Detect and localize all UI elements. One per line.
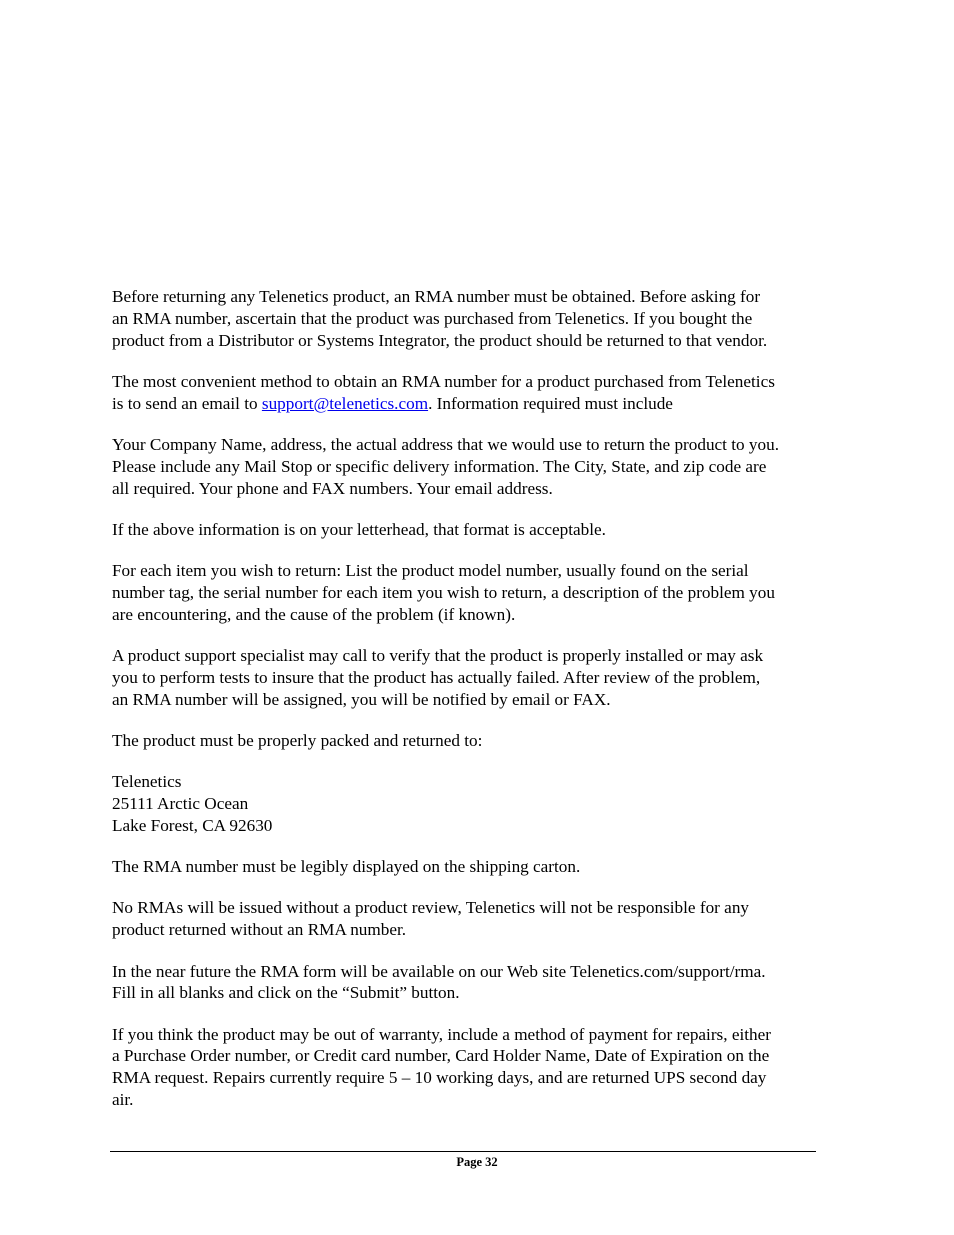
paragraph-warranty bbox=[112, 1024, 847, 1111]
text-line: are encountering, and the cause of the problem (if known). bbox=[112, 604, 516, 624]
text-line: Your Company Name, address, the actual address that we would use to return the product to you. bbox=[112, 434, 779, 454]
text-line: In the near future the RMA form will be available on our Web site Telenetics.com/support/rma. bbox=[112, 961, 766, 981]
address-street: 25111 Arctic Ocean bbox=[112, 794, 249, 814]
text-line: a Purchase Order number, or Credit card number, Card Holder Name, Date of Expiration on the bbox=[112, 1046, 770, 1066]
paragraph-support-specialist bbox=[112, 645, 847, 710]
text-line: For each item you wish to return: List the product model number, usually found on the serial bbox=[112, 561, 749, 581]
text-segment: . Information required must include bbox=[428, 393, 673, 413]
paragraph-company-info bbox=[112, 434, 847, 499]
return-address bbox=[112, 771, 847, 836]
text-line: product from a Distributor or Systems Integrator, the product should be returned to that vendor. bbox=[112, 330, 768, 350]
paragraph-no-rma bbox=[112, 897, 847, 941]
support-email-link[interactable]: support@telenetics.com bbox=[261, 393, 429, 413]
page-content bbox=[112, 286, 847, 1130]
text-line: an RMA number will be assigned, you will be notified by email or FAX. bbox=[112, 689, 611, 709]
footer-divider bbox=[110, 1151, 816, 1152]
text-line: The product must be properly packed and returned to: bbox=[112, 730, 483, 750]
paragraph-web-form bbox=[112, 961, 847, 1005]
text-line: Before returning any Telenetics product, an RMA number must be obtained. Before asking for bbox=[112, 287, 761, 306]
page-number: Page 32 bbox=[456, 1155, 498, 1169]
text-segment: is to send an email to bbox=[112, 393, 262, 413]
text-line: The most convenient method to obtain an RMA number for a product purchased from Telenetics bbox=[112, 371, 775, 391]
text-line: If you think the product may be out of warranty, include a method of payment for repairs, either bbox=[112, 1024, 771, 1044]
text-line: A product support specialist may call to verify that the product is properly installed or may ask bbox=[112, 646, 764, 666]
text-line: an RMA number, ascertain that the product was purchased from Telenetics. If you bought the bbox=[112, 308, 753, 328]
paragraph-shipping-carton bbox=[112, 856, 847, 878]
text-line: Please include any Mail Stop or specific delivery information. The City, State, and zip code are bbox=[112, 456, 767, 476]
address-city: Lake Forest, CA 92630 bbox=[112, 815, 273, 835]
paragraph-rma-required bbox=[112, 286, 847, 351]
text-line: RMA request. Repairs currently require 5 – 10 working days, and are returned UPS second day bbox=[112, 1068, 767, 1088]
paragraph-item-details bbox=[112, 560, 847, 625]
text-line: Fill in all blanks and click on the “Submit” button. bbox=[112, 983, 460, 1003]
text-line: air. bbox=[112, 1090, 134, 1110]
text-line: No RMAs will be issued without a product review, Telenetics will not be responsible for any bbox=[112, 898, 750, 918]
paragraph-return-to bbox=[112, 730, 847, 752]
paragraph-email-method bbox=[112, 371, 847, 415]
text-line: number tag, the serial number for each item you wish to return, a description of the problem you bbox=[112, 582, 775, 602]
text-line: product returned without an RMA number. bbox=[112, 920, 407, 940]
paragraph-letterhead bbox=[112, 519, 847, 541]
text-line: If the above information is on your letterhead, that format is acceptable. bbox=[112, 519, 606, 539]
text-line: The RMA number must be legibly displayed on the shipping carton. bbox=[112, 857, 581, 877]
text-line: you to perform tests to insure that the product has actually failed. After review of the problem, bbox=[112, 667, 761, 687]
text-line bbox=[112, 393, 847, 415]
text-line: all required. Your phone and FAX numbers. Your email address. bbox=[112, 478, 553, 498]
address-company: Telenetics bbox=[112, 772, 182, 792]
